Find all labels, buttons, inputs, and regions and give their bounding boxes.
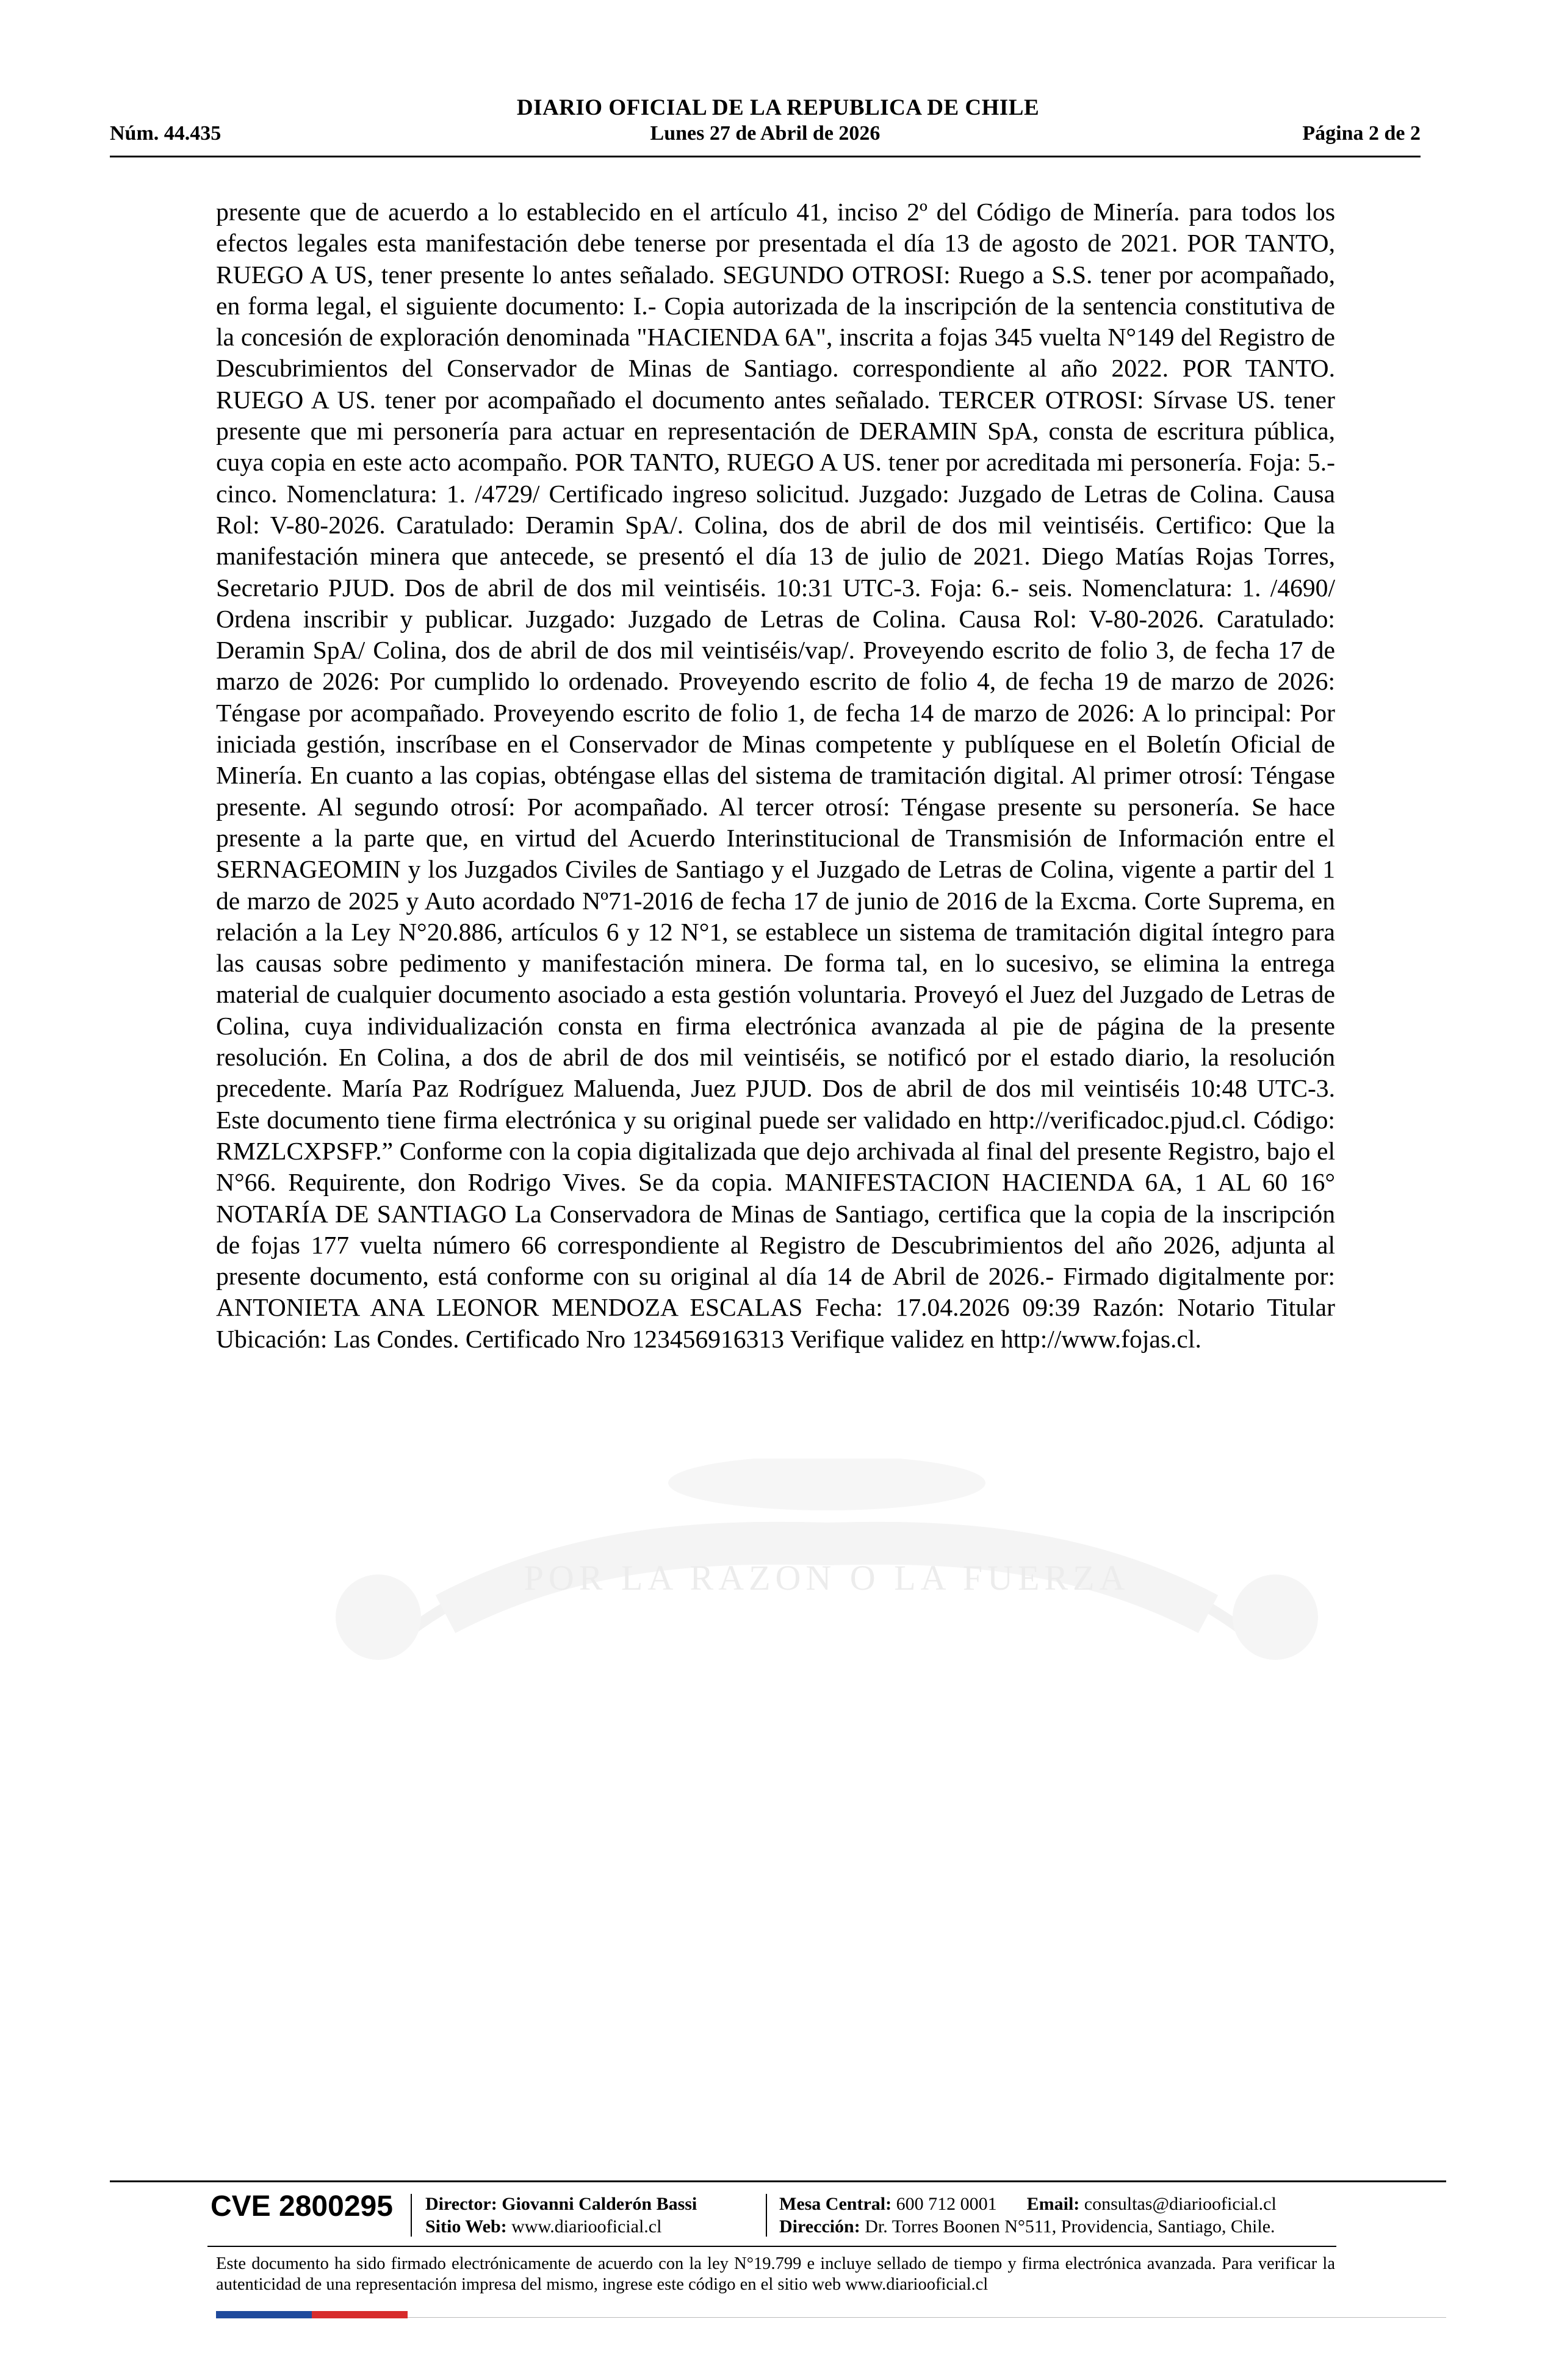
- mesa-phone: 600 712 0001: [896, 2194, 997, 2214]
- address-label: Dirección:: [779, 2216, 860, 2237]
- flag-stripe: [216, 2311, 408, 2318]
- footer-divider: [110, 2180, 1446, 2182]
- document-body: presente que de acuerdo a lo establecido en el artículo 41, inciso 2º del Código de Minería. para todos los efectos legales esta manifestación debe tenerse por presentada el día 13 de agosto de 2021. POR TANTO, RUEGO A US, tener presente lo antes señalado. SEGUNDO OTROSI: Ruego a S.S. tener por acompañado, en forma legal, el siguiente documento: I.- Copia autorizada de la inscripción de la sentencia constitutiva de la concesión de exploración denominada "HACIENDA 6A", inscrita a fojas 345 vuelta N°149 del Registro de Descubrimientos del Conservador de Minas de Santiago. correspondiente al año 2022. POR TANTO. RUEGO A US. tener por acompañado el documento antes señalado. TERCER OTROSI: Sírvase US. tener presente que mi personería para actuar en representación de DERAMIN SpA, consta de escritura pública, cuya copia en este acto acompaño. POR TANTO, RUEGO A US. tener por acreditada mi personería. Foja: 5.- cinco. Nomenclatura: 1. /4729/ Certificado ingreso solicitud. Juzgado: Juzgado de Letras de Colina. Causa Rol: V-80-2026. Caratulado: Deramin SpA/. Colina, dos de abril de dos mil veintiséis. Certifico: Que la manifestación minera que antecede, se presentó el día 13 de julio de 2021. Diego Matías Rojas Torres, Secretario PJUD. Dos de abril de dos mil veintiséis. 10:31 UTC-3. Foja: 6.- seis. Nomenclatura: 1. /4690/ Ordena inscribir y publicar. Juzgado: Juzgado de Letras de Colina. Causa Rol: V-80-2026. Caratulado: Deramin SpA/ Colina, dos de abril de dos mil veintiséis/vap/. Proveyendo escrito de folio 3, de fecha 17 de marzo de 2026: Por cumplido lo ordenado. Proveyendo escrito de folio 4, de fecha 19 de marzo de 2026: Téngase por acompañado. Proveyendo escrito de folio 1, de fecha 14 de marzo de 2026: A lo principal: Por iniciada gestión, inscríbase en el Conservador de Minas competente y publíquese en el Boletín Oficial de Minería. En cuanto a las copias, obténgase ellas del sistema de tramitación digital. Al primer otrosí: Téngase presente. Al segundo otrosí: Por acompañado. Al tercer otrosí: Téngase presente su personería. Se hace presente a la parte que, en virtud del Acuerdo Interinstitucional de Transmisión de Información entre el SERNAGEOMIN y los Juzgados Civiles de Santiago y el Juzgado de Letras de Colina, vigente a partir del 1 de marzo de 2025 y Auto acordado Nº71-2016 de fecha 17 de junio de 2016 de la Excma. Corte Suprema, en relación a la Ley N°20.886, artículos 6 y 12 N°1, se establece un sistema de tramitación digital íntegro para las causas sobre pedimento y manifestación minera. De forma tal, en lo sucesivo, se elimina la entrega material de cualquier documento asociado a esta gestión voluntaria. Proveyó el Juez del Juzgado de Letras de Colina, cuya individualización consta en firma electrónica avanzada al pie de página de la presente resolución. En Colina, a dos de abril de dos mil veintiséis, se notificó por el estado diario, la resolución precedente. María Paz Rodríguez Maluenda, Juez PJUD. Dos de abril de dos mil veintiséis 10:48 UTC-3. Este documento tiene firma electrónica y su original puede ser validado en http://verificadoc.pjud.cl. Código: RMZLCXPSFP.” Conforme con la copia digitalizada que dejo archivada al final del presente Registro, bajo el N°66. Requirente, don Rodrigo Vives. Se da copia. MANIFESTACION HACIENDA 6A, 1 AL 60 16° NOTARÍA DE SANTIAGO La Conservadora de Minas de Santiago, certifica que la copia de la inscripción de fojas 177 vuelta número 66 correspondiente al Registro de Descubrimientos del año 2026, adjunta al presente documento, está conforme con su original al día 14 de Abril de 2026.- Firmado digitalmente por: ANTONIETA ANA LEONOR MENDOZA ESCALAS Fecha: 17.04.2026 09:39 Razón: Notario Titular Ubicación: Las Condes. Certificado Nro 123456916313 Verifique validez en http://www.fojas.cl.: [216, 198, 1335, 1353]
- website-link[interactable]: www.diariooficial.cl: [511, 2216, 662, 2237]
- website-line: [425, 2216, 661, 2237]
- page-indicator: Página 2 de 2: [1302, 122, 1421, 145]
- email-label: Email:: [1026, 2194, 1080, 2214]
- address-line: [779, 2216, 1275, 2237]
- flag-red-segment: [312, 2311, 408, 2318]
- footer-separator: [411, 2194, 412, 2237]
- director-label: Director:: [425, 2194, 497, 2214]
- issue-date: Lunes 27 de Abril de 2026: [650, 122, 881, 145]
- email-link[interactable]: consultas@diariooficial.cl: [1084, 2194, 1277, 2214]
- watermark-motto: POR LA RAZON O LA FUERZA: [524, 1558, 1130, 1598]
- address-value: Dr. Torres Boonen N°511, Providencia, Santiago, Chile.: [865, 2216, 1275, 2237]
- director-name: Giovanni Calderón Bassi: [502, 2194, 697, 2214]
- contact-line: [779, 2194, 1277, 2215]
- journal-title: DIARIO OFICIAL DE LA REPUBLICA DE CHILE: [516, 95, 1040, 120]
- director-line: [425, 2194, 697, 2215]
- website-label: Sitio Web:: [425, 2216, 507, 2237]
- footer-divider: [207, 2246, 1336, 2247]
- mesa-label: Mesa Central:: [779, 2194, 892, 2214]
- header-divider: [110, 156, 1421, 157]
- flag-blue-segment: [216, 2311, 312, 2318]
- header-row: [110, 122, 1421, 151]
- signature-notice: Este documento ha sido firmado electrónicamente de acuerdo con la ley N°19.799 e incluye sellado de tiempo y firma electrónica avanzada. Para verificar la autenticidad de una representación impresa del mismo, ingrese este código en el sitio web www.diariooficial.cl: [216, 2254, 1335, 2294]
- issue-number: Núm. 44.435: [110, 122, 222, 145]
- footer-bottom-line: [408, 2317, 1446, 2318]
- coat-of-arms-watermark: [323, 1459, 1330, 1666]
- footer-separator: [766, 2194, 767, 2237]
- cve-code: CVE 2800295: [211, 2190, 393, 2223]
